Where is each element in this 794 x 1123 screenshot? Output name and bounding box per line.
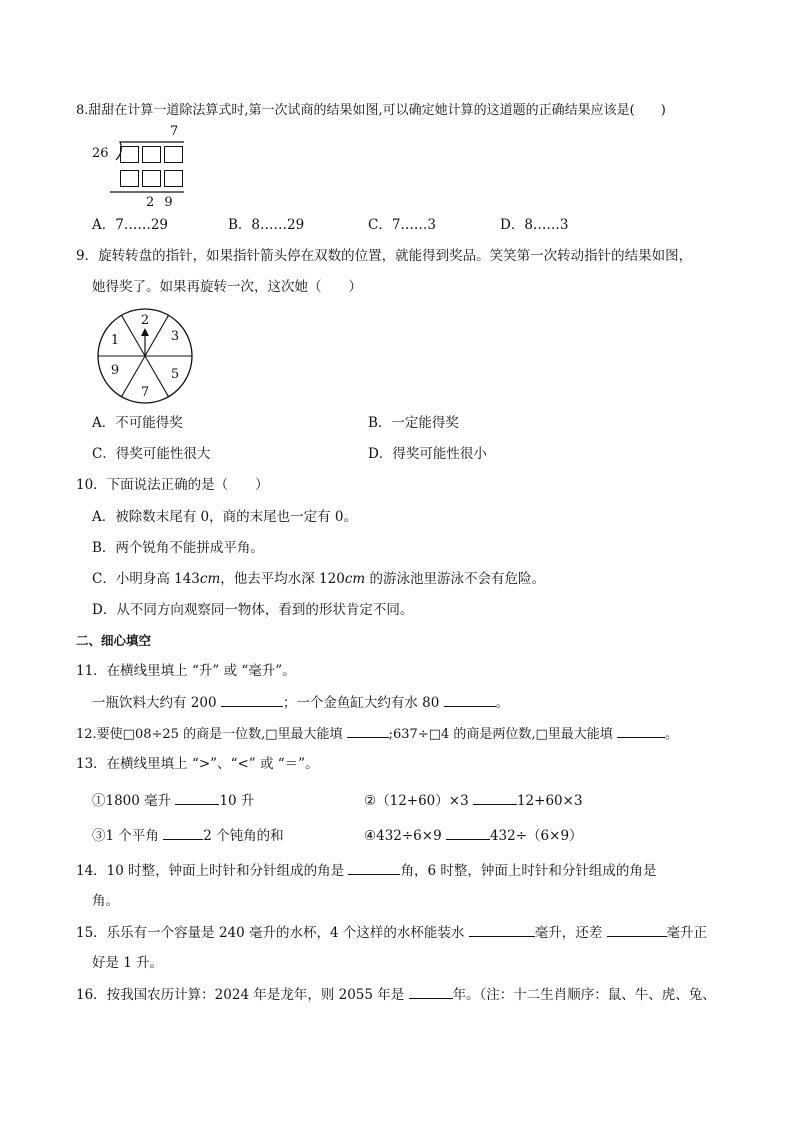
q11-line: 一瓶饮料大约有 200 ；一个金鱼缸大约有水 80 。	[92, 695, 510, 711]
q8-option-a[interactable]: A．7……29	[92, 217, 169, 233]
q14-blank-1[interactable]	[348, 861, 400, 875]
q9-option-c[interactable]: C．得奖可能性很大	[92, 446, 211, 462]
q13-item-1: ①1800 毫升 10 升	[92, 793, 255, 809]
spinner-number-7: 7	[140, 385, 150, 400]
q13-blank-1[interactable]	[175, 791, 219, 805]
q14-line2: 角。	[92, 893, 119, 909]
q13-stem: 13．在横线里填上 “>”、“<” 或 “＝”。	[76, 756, 319, 772]
q8-remainder: 2 9	[146, 195, 176, 210]
q9-option-d[interactable]: D．得奖可能性很小	[368, 446, 487, 462]
spinner-number-2: 2	[140, 313, 150, 328]
q8-division-bracket	[88, 122, 198, 214]
q9-stem-line2: 她得奖了。如果再旋转一次，这次她（ ）	[92, 279, 362, 295]
q13-item-2: ②（12+60）×3 12+60×3	[364, 793, 583, 809]
q16-line: 16．按我国农历计算：2024 年是龙年，则 2055 年是 年。（注：十二生肖顺序：鼠、牛、虎、兔、	[76, 987, 716, 1003]
q8-product-box-3	[164, 170, 183, 187]
q8-division-figure	[88, 122, 198, 214]
q8-product-box-1	[120, 170, 139, 187]
q15-blank-2[interactable]	[607, 923, 667, 937]
q10-option-c[interactable]: C．小明身高 143cm，他去平均水深 120cm 的游泳池里游泳不会有危险。	[92, 571, 545, 587]
q8-product-box-2	[142, 170, 161, 187]
q13-blank-4[interactable]	[446, 826, 490, 840]
q12-line: 12.要使□08÷25 的商是一位数,□里最大能填 ;637÷□4 的商是两位数,□里最大能填 。	[76, 724, 678, 744]
q13-blank-3[interactable]	[163, 826, 203, 840]
q10-stem: 10．下面说法正确的是（ ）	[76, 477, 269, 493]
q12-blank-1[interactable]	[347, 724, 389, 738]
q16-blank-1[interactable]	[409, 985, 453, 999]
q8-divisor: 26	[92, 146, 109, 161]
q9-spinner	[96, 308, 194, 404]
q8-option-c[interactable]: C．7……3	[368, 217, 437, 233]
q13-blank-2[interactable]	[473, 791, 517, 805]
q8-option-d[interactable]: D．8……3	[500, 217, 569, 233]
q8-stem: 8.甜甜在计算一道除法算式时,第一次试商的结果如图,可以确定她计算的这道题的正确结果应该是( )	[76, 103, 666, 118]
q11-stem: 11．在横线里填上 “升” 或 “毫升”。	[76, 663, 296, 679]
q8-option-b[interactable]: B．8……29	[228, 217, 305, 233]
q15-line1: 15．乐乐有一个容量是 240 毫升的水杯，4 个这样的水杯能装水 毫升，还差 毫升正	[76, 925, 708, 941]
q10-option-d[interactable]: D．从不同方向观察同一物体，看到的形状肯定不同。	[92, 602, 414, 618]
q8-dividend-box-2	[142, 146, 161, 163]
q13-item-3: ③1 个平角 2 个钝角的和	[92, 828, 284, 844]
q8-dividend-box-3	[164, 146, 183, 163]
q10-option-a[interactable]: A．被除数末尾有 0，商的末尾也一定有 0。	[92, 509, 358, 525]
spinner-number-5: 5	[170, 367, 180, 382]
spinner-number-9: 9	[110, 363, 120, 378]
q8-dividend-box-1	[120, 146, 139, 163]
q15-blank-1[interactable]	[469, 923, 535, 937]
q15-line2: 好是 1 升。	[92, 955, 164, 971]
spinner-number-1: 1	[110, 333, 120, 348]
spinner-number-3: 3	[170, 329, 180, 344]
q12-blank-2[interactable]	[617, 724, 665, 738]
q14-line1: 14．10 时整，钟面上时针和分针组成的角是 角，6 时整，钟面上时针和分针组成的角是	[76, 863, 657, 879]
q13-item-4: ④432÷6×9 432÷（6×9）	[364, 828, 583, 844]
q10-option-b[interactable]: B．两个锐角不能拼成平角。	[92, 540, 264, 556]
q11-blank-1[interactable]	[221, 693, 283, 707]
q9-stem-line1: 9．旋转转盘的指针，如果指针箭头停在双数的位置，就能得到奖品。笑笑第一次转动指针的结果如图，	[76, 248, 693, 264]
q9-option-b[interactable]: B．一定能得奖	[368, 415, 459, 431]
section-2-title: 二、细心填空	[76, 633, 152, 648]
q11-blank-2[interactable]	[444, 693, 496, 707]
q8-quotient-digit: 7	[170, 124, 179, 139]
q9-option-a[interactable]: A．不可能得奖	[92, 415, 183, 431]
